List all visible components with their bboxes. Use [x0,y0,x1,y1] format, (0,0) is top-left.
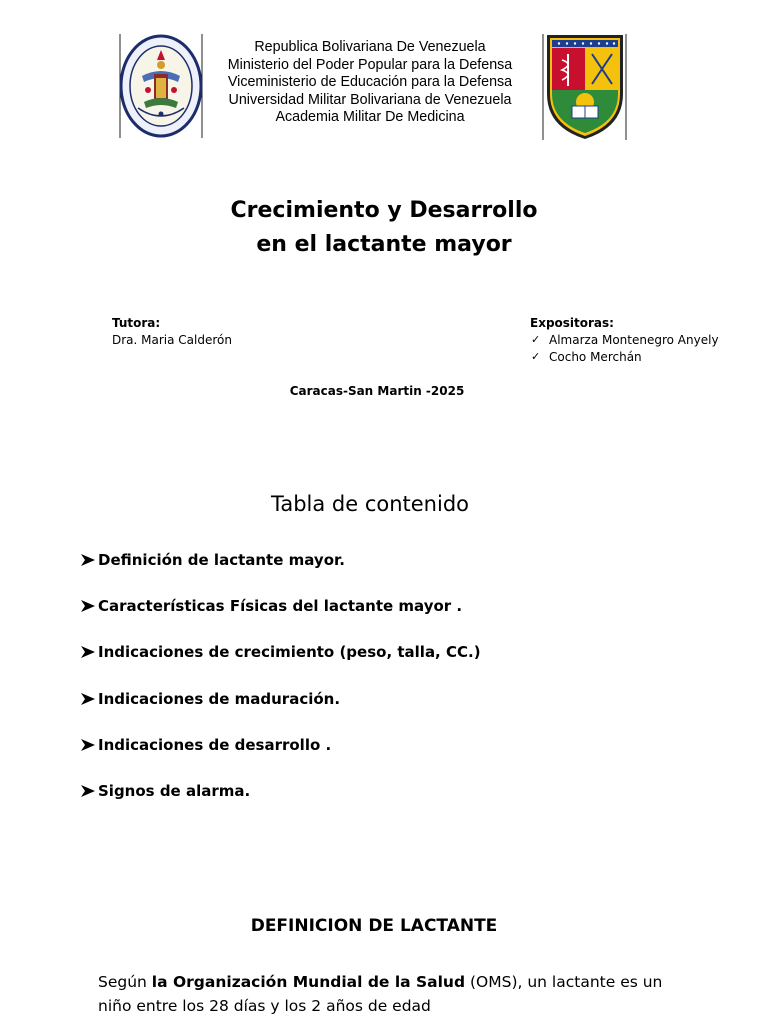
institution-header [205,39,535,127]
toc-heading: Tabla de contenido [270,492,470,516]
checkmark-icon: ✓ [531,333,541,346]
institution-line: Republica Bolivariana De Venezuela [254,39,486,55]
arrowhead-bullet-icon [80,738,96,752]
toc-item-label: Signos de alarma. [98,781,251,800]
arrowhead-bullet-icon [80,645,96,659]
tutor-label: Tutora: [112,316,161,330]
presenter-name: Cocho Merchán [549,350,642,364]
place-date: Caracas-San Martin -2025 [289,384,465,398]
academy-shield-icon [542,32,628,142]
toc-item [80,730,680,776]
title-line: Crecimiento y Desarrollo [230,198,538,223]
arrowhead-bullet-icon [80,599,96,613]
tutor-name: Dra. Maria Calderón [112,333,232,347]
toc-item [80,637,680,683]
definition-paragraph [98,970,698,1018]
list-item [530,332,719,349]
presenters-block [530,315,719,366]
definition-text-pre: Según [98,973,152,991]
definition-text-post: (OMS), un lactante es un niño entre los 28 días y los 2 años de edad [98,973,663,1015]
presenters-label: Expositoras: [530,316,614,330]
title-line: en el lactante mayor [256,232,512,257]
tutor-block [112,315,232,349]
section-heading: DEFINICION DE LACTANTE [250,916,498,936]
document-title [0,194,768,262]
list-item [530,349,719,366]
arrowhead-bullet-icon [80,553,96,567]
presenters-list [530,332,719,366]
toc-item [80,591,680,637]
toc-item-label: Definición de lactante mayor. [98,551,345,569]
toc-item [80,776,680,822]
checkmark-icon: ✓ [531,350,541,363]
arrowhead-bullet-icon [80,784,96,798]
arrowhead-bullet-icon [80,692,96,706]
institution-line: Ministerio del Poder Popular para la Defensa [227,56,513,73]
university-seal-icon [118,32,204,140]
toc-item [80,545,680,591]
institution-line: Viceministerio de Educación para la Defensa [227,74,513,90]
toc-item-label: Indicaciones de desarrollo . [98,735,332,754]
toc-item-label: Indicaciones de maduración. [98,689,341,708]
toc-item [80,684,680,730]
institution-line: Academia Militar De Medicina [275,109,465,125]
institution-line: Universidad Militar Bolivariana de Venezuela [228,91,512,108]
presenter-name: Almarza Montenegro Anyely [549,333,719,347]
toc-list [80,545,680,822]
definition-text-bold: la Organización Mundial de la Salud [151,973,466,991]
toc-item-label: Características Físicas del lactante mayor . [98,597,463,616]
toc-item-label: Indicaciones de crecimiento (peso, talla, CC.) [98,643,481,662]
